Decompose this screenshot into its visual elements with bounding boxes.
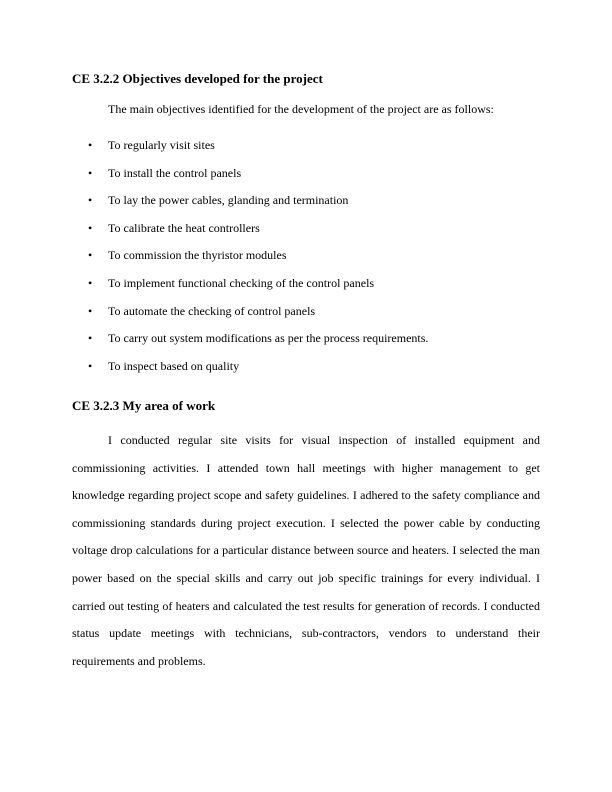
bullet-icon: • — [88, 220, 93, 235]
list-item-text: To lay the power cables, glanding and termination — [108, 193, 349, 208]
list-item — [0, 331, 612, 359]
list-item-text: To calibrate the heat controllers — [108, 220, 260, 235]
list-item-text: To commission the thyristor modules — [108, 248, 287, 263]
bullet-icon: • — [88, 303, 93, 318]
list-item — [0, 276, 612, 304]
list-item-text: To carry out system modifications as per the process requirements. — [108, 331, 429, 346]
list-item-text: To install the control panels — [108, 165, 242, 180]
objectives-list — [0, 138, 612, 386]
list-item — [0, 359, 612, 387]
list-item-text: To regularly visit sites — [108, 138, 215, 152]
section-heading-area-of-work: CE 3.2.3 My area of work — [72, 398, 216, 413]
area-of-work-paragraph: I conducted regular site visits for visual inspection of installed equipment and commissioning activities. I attended town hall meetings with higher management to get knowledge regarding project scope and safety guidelines. I adhered to the safety compliance and commissioning standards during project execution. I selected the power cable by conducting voltage drop calculations for a particular distance between source and heaters. I selected the man power based on the special skills and carry out job specific trainings for every individual. I carried out testing of heaters and calculated the test results for generation of records. I conducted status update meetings with technicians, sub-contractors, vendors to understand their requirements and problems. — [72, 433, 540, 668]
list-item — [0, 304, 612, 332]
bullet-icon: • — [88, 138, 93, 152]
list-item-text: To inspect based on quality — [108, 358, 240, 373]
list-item — [0, 248, 612, 276]
list-item — [0, 193, 612, 221]
list-item-text: To automate the checking of control panels — [108, 303, 316, 318]
list-item-text: To implement functional checking of the control panels — [108, 275, 375, 290]
bullet-icon: • — [88, 193, 93, 208]
list-item — [0, 221, 612, 249]
bullet-icon: • — [88, 165, 93, 180]
bullet-icon: • — [88, 331, 93, 346]
list-item — [0, 138, 612, 166]
section-heading-objectives: CE 3.2.2 Objectives developed for the project — [72, 71, 323, 86]
bullet-icon: • — [88, 358, 93, 373]
bullet-icon: • — [88, 248, 93, 263]
bullet-icon: • — [88, 275, 93, 290]
list-item — [0, 166, 612, 194]
objectives-intro: The main objectives identified for the development of the project are as follows: — [108, 102, 494, 116]
